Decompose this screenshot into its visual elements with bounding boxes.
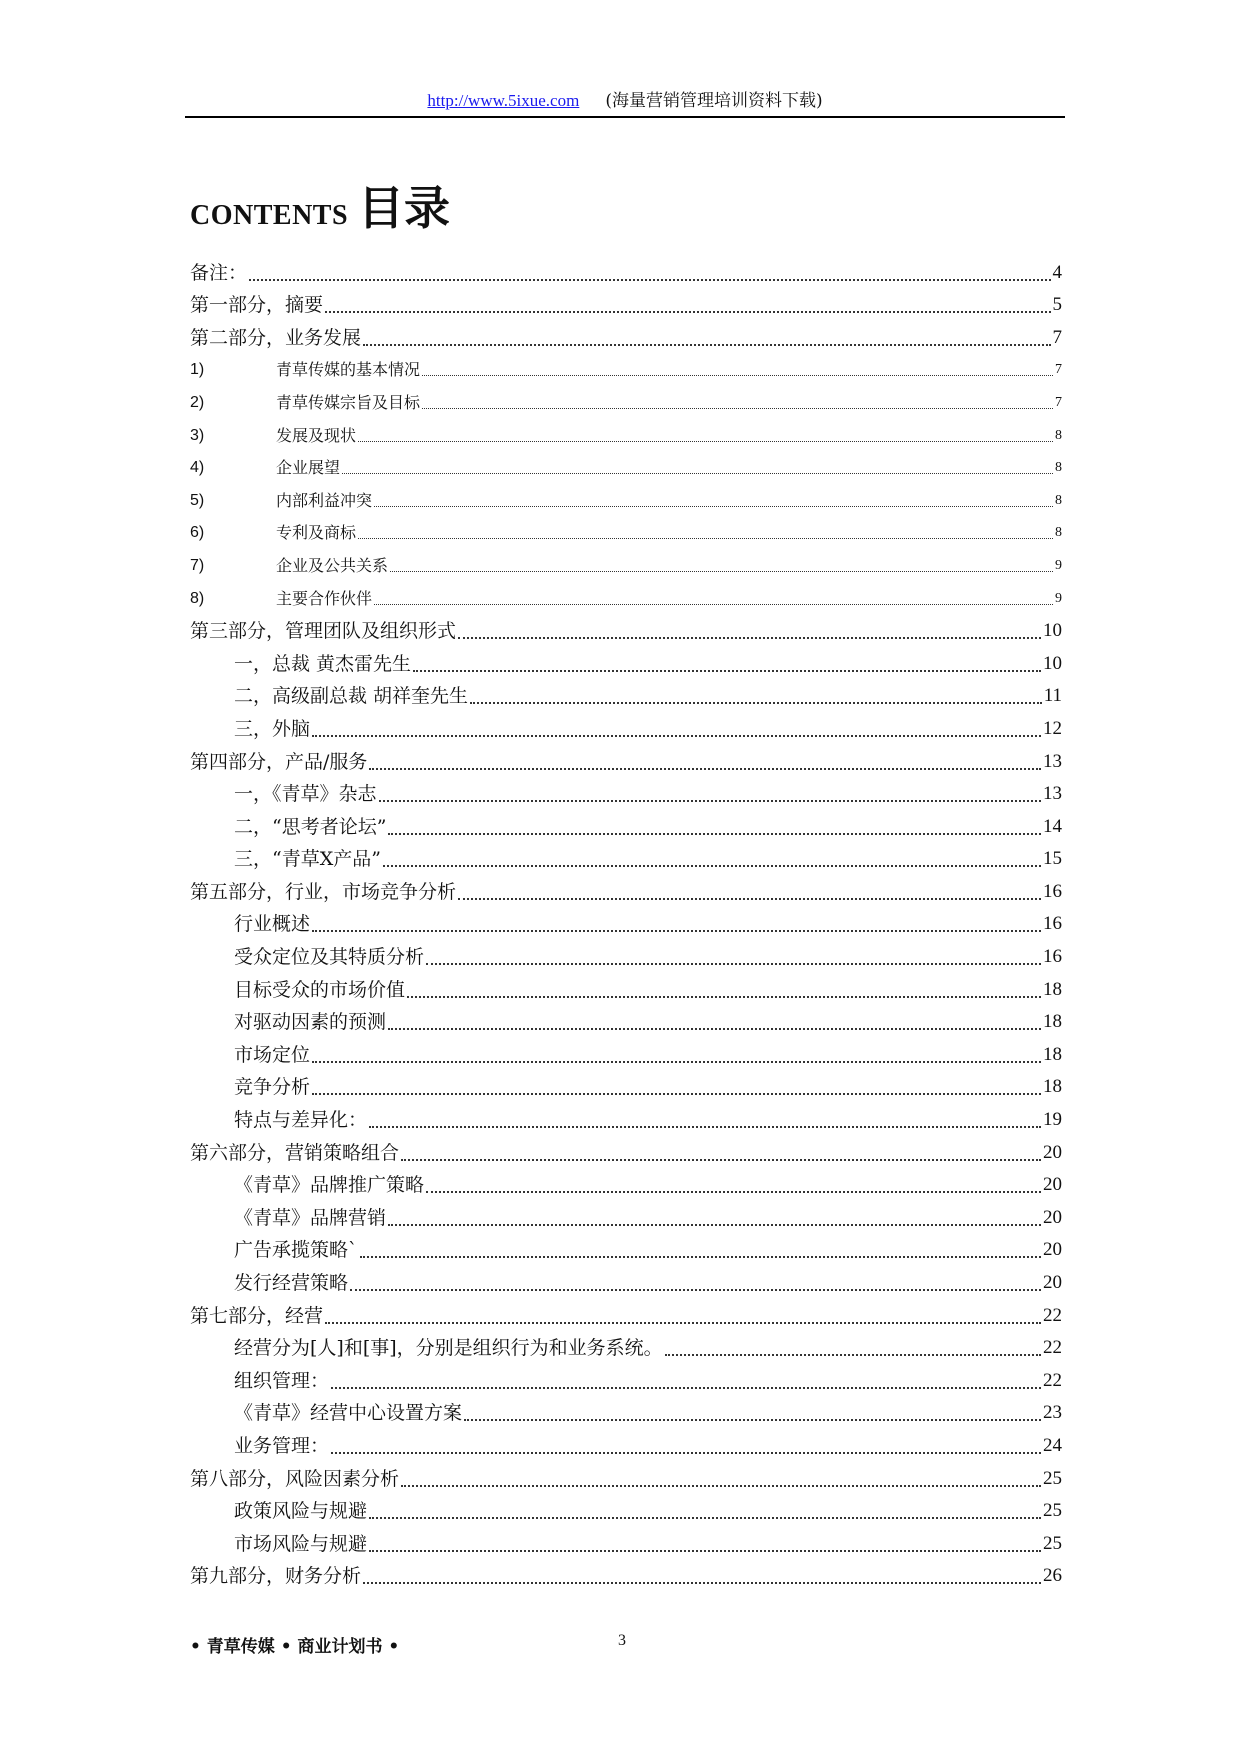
toc-entry-label: 第二部分，业务发展 bbox=[190, 326, 362, 349]
toc-dot-leader bbox=[325, 310, 1050, 313]
page-footer bbox=[190, 1632, 1060, 1662]
toc-dot-leader bbox=[350, 1288, 1041, 1291]
toc-dot-leader bbox=[401, 1158, 1041, 1161]
toc-entry[interactable] bbox=[190, 1002, 1062, 1035]
toc-entry-label: 《青草》品牌营销 bbox=[234, 1206, 387, 1229]
toc-entry-label: 市场风险与规避 bbox=[234, 1532, 368, 1555]
toc-entry-page: 16 bbox=[1043, 946, 1062, 968]
toc-entry[interactable] bbox=[190, 480, 1062, 513]
toc-entry[interactable] bbox=[190, 1393, 1062, 1426]
toc-entry-label: 二，“思考者论坛” bbox=[234, 815, 387, 838]
toc-dot-leader bbox=[331, 1451, 1041, 1454]
toc-dot-leader bbox=[413, 669, 1041, 672]
toc-dot-leader bbox=[369, 1516, 1041, 1519]
toc-entry-page: 22 bbox=[1043, 1369, 1062, 1391]
toc-dot-leader bbox=[464, 1418, 1041, 1421]
toc-entry-number: 3) bbox=[190, 426, 205, 444]
toc-entry-page: 13 bbox=[1043, 750, 1062, 772]
toc-entry-label: 一，总裁 黄杰雷先生 bbox=[234, 652, 412, 675]
toc-dot-leader bbox=[458, 636, 1041, 639]
toc-dot-leader bbox=[360, 1255, 1041, 1258]
toc-entry-label: 主要合作伙伴 bbox=[276, 588, 373, 608]
toc-entry-page: 8 bbox=[1055, 525, 1062, 541]
toc-entry-label: 行业概述 bbox=[234, 913, 311, 936]
toc-entry-label: 第九部分，财务分析 bbox=[190, 1565, 362, 1588]
toc-entry[interactable] bbox=[190, 1132, 1062, 1165]
toc-dot-leader bbox=[422, 407, 1053, 409]
toc-entry-page: 9 bbox=[1055, 590, 1062, 606]
toc-entry-page: 24 bbox=[1043, 1434, 1062, 1456]
toc-entry-label: 第四部分，产品/服务 bbox=[190, 750, 368, 773]
toc-dot-leader bbox=[379, 799, 1041, 802]
toc-entry-label: 第三部分，管理团队及组织形式 bbox=[190, 620, 457, 643]
toc-dot-leader bbox=[369, 767, 1041, 770]
toc-entry-page: 19 bbox=[1043, 1109, 1062, 1131]
toc-entry[interactable] bbox=[190, 1425, 1062, 1458]
toc-dot-leader bbox=[312, 929, 1041, 932]
toc-entry[interactable] bbox=[190, 839, 1062, 872]
toc-entry-label: 组织管理： bbox=[234, 1369, 330, 1392]
toc-dot-leader bbox=[312, 734, 1041, 737]
toc-entry[interactable] bbox=[190, 1328, 1062, 1361]
toc-dot-leader bbox=[369, 1549, 1041, 1552]
toc-dot-leader bbox=[665, 1353, 1041, 1356]
toc-entry-page: 5 bbox=[1052, 294, 1062, 316]
toc-dot-leader bbox=[388, 1027, 1041, 1030]
toc-entry[interactable] bbox=[190, 806, 1062, 839]
toc-entry-label: 二，高级副总裁 胡祥奎先生 bbox=[234, 685, 469, 708]
toc-entry-page: 7 bbox=[1055, 362, 1062, 378]
toc-entry-label: 竞争分析 bbox=[234, 1076, 311, 1099]
toc-entry-label: 目标受众的市场价值 bbox=[234, 978, 406, 1001]
toc-entry-page: 26 bbox=[1043, 1565, 1062, 1587]
toc-entry-label: 发行经营策略 bbox=[234, 1272, 349, 1294]
toc-entry-label: 对驱动因素的预测 bbox=[234, 1011, 387, 1034]
toc-entry-page: 7 bbox=[1052, 326, 1062, 348]
toc-entry-page: 20 bbox=[1043, 1206, 1062, 1228]
toc-entry-label: 企业展望 bbox=[276, 458, 341, 478]
toc-entry-label: 市场定位 bbox=[234, 1043, 311, 1066]
toc-entry-page: 18 bbox=[1043, 1011, 1062, 1033]
toc-entry-number: 7) bbox=[190, 556, 205, 574]
title-chinese: 目录 bbox=[358, 181, 451, 235]
toc-entry-number: 8) bbox=[190, 589, 205, 607]
toc-entry[interactable] bbox=[190, 1556, 1062, 1589]
toc-entry[interactable] bbox=[190, 1197, 1062, 1230]
toc-entry[interactable] bbox=[190, 1523, 1062, 1556]
toc-dot-leader bbox=[407, 995, 1041, 998]
toc-dot-leader bbox=[388, 832, 1041, 835]
toc-entry[interactable] bbox=[190, 350, 1062, 383]
toc-entry-page: 9 bbox=[1055, 557, 1062, 573]
toc-dot-leader bbox=[426, 962, 1041, 965]
toc-entry-page: 25 bbox=[1043, 1500, 1062, 1522]
toc-entry[interactable] bbox=[190, 1491, 1062, 1524]
toc-entry-page: 20 bbox=[1043, 1174, 1062, 1196]
toc-entry-label: 《青草》品牌推广策略 bbox=[234, 1174, 425, 1197]
toc-entry[interactable] bbox=[190, 448, 1062, 481]
toc-entry-label: 专利及商标 bbox=[276, 523, 357, 543]
toc-entry[interactable] bbox=[190, 936, 1062, 969]
toc-dot-leader bbox=[363, 343, 1050, 346]
toc-entry-label: 第七部分，经营 bbox=[190, 1304, 324, 1327]
toc-entry-page: 23 bbox=[1043, 1402, 1062, 1424]
header-note: (海量营销管理培训资料下载) bbox=[605, 91, 823, 111]
toc-entry-page: 20 bbox=[1043, 1239, 1062, 1261]
toc-entry-page: 18 bbox=[1043, 1076, 1062, 1098]
toc-entry[interactable] bbox=[190, 741, 1062, 774]
toc-entry[interactable] bbox=[190, 871, 1062, 904]
toc-entry-label: 第五部分，行业，市场竞争分析 bbox=[190, 880, 457, 903]
toc-entry[interactable] bbox=[190, 545, 1062, 578]
toc-dot-leader bbox=[369, 1125, 1041, 1128]
toc-dot-leader bbox=[325, 1321, 1041, 1324]
toc-entry-page: 20 bbox=[1043, 1272, 1062, 1293]
toc-entry-page: 10 bbox=[1043, 652, 1062, 674]
toc-entry[interactable] bbox=[190, 1295, 1062, 1328]
toc-entry[interactable] bbox=[190, 676, 1062, 709]
toc-entry[interactable] bbox=[190, 1165, 1062, 1198]
toc-entry-number: 6) bbox=[190, 524, 205, 542]
toc-dot-leader bbox=[390, 570, 1053, 572]
toc-entry-page: 4 bbox=[1052, 261, 1062, 283]
toc-entry-page: 22 bbox=[1043, 1337, 1062, 1359]
toc-entry-page: 13 bbox=[1043, 783, 1062, 805]
toc-entry-label: 发展及现状 bbox=[276, 425, 357, 445]
toc-entry-page: 16 bbox=[1043, 913, 1062, 935]
footer-title: • 青草传媒 • 商业计划书 • bbox=[190, 1637, 400, 1657]
page-header bbox=[185, 86, 1065, 118]
toc-entry-page: 18 bbox=[1043, 1043, 1062, 1065]
toc-entry-page: 12 bbox=[1043, 717, 1062, 739]
toc-dot-leader bbox=[342, 472, 1053, 474]
toc-entry-number: 5) bbox=[190, 491, 205, 509]
toc-entry-label: 第八部分，风险因素分析 bbox=[190, 1467, 400, 1490]
toc-dot-leader bbox=[249, 278, 1050, 281]
toc-dot-leader bbox=[426, 1190, 1041, 1193]
toc-entry-label: 《青草》经营中心设置方案 bbox=[234, 1402, 463, 1425]
toc-dot-leader bbox=[383, 864, 1041, 867]
toc-entry-page: 25 bbox=[1043, 1467, 1062, 1489]
toc-entry-number: 1) bbox=[190, 361, 205, 379]
title-english: CONTENTS bbox=[190, 200, 349, 231]
toc-entry-page: 25 bbox=[1043, 1532, 1062, 1554]
table-of-contents bbox=[190, 252, 1062, 1588]
toc-entry[interactable] bbox=[190, 1360, 1062, 1393]
toc-entry-page: 15 bbox=[1043, 848, 1062, 870]
toc-entry[interactable] bbox=[190, 774, 1062, 807]
toc-entry-page: 8 bbox=[1055, 492, 1062, 508]
toc-dot-leader bbox=[363, 1581, 1041, 1584]
toc-entry-label: 受众定位及其特质分析 bbox=[234, 946, 425, 969]
page-title bbox=[190, 172, 451, 235]
toc-entry-label: 广告承揽策略` bbox=[234, 1239, 358, 1262]
toc-entry[interactable] bbox=[190, 513, 1062, 546]
toc-entry-page: 7 bbox=[1055, 394, 1062, 410]
toc-entry-label: 内部利益冲突 bbox=[276, 490, 373, 510]
header-link[interactable]: http://www.5ixue.com bbox=[427, 91, 580, 110]
toc-entry-page: 18 bbox=[1043, 978, 1062, 1000]
toc-entry-label: 青草传媒的基本情况 bbox=[276, 360, 421, 380]
toc-entry-page: 11 bbox=[1043, 685, 1062, 707]
toc-entry-label: 三，外脑 bbox=[234, 717, 311, 740]
toc-entry-page: 10 bbox=[1043, 620, 1062, 642]
toc-entry[interactable] bbox=[190, 1034, 1062, 1067]
toc-entry-label: 特点与差异化： bbox=[234, 1109, 368, 1132]
toc-entry-page: 16 bbox=[1043, 880, 1062, 902]
toc-entry-page: 14 bbox=[1043, 815, 1062, 837]
toc-entry[interactable] bbox=[190, 611, 1062, 644]
toc-dot-leader bbox=[358, 440, 1053, 442]
toc-entry-label: 政策风险与规避 bbox=[234, 1500, 368, 1523]
toc-entry-label: 备注： bbox=[190, 261, 248, 284]
toc-entry[interactable] bbox=[190, 252, 1062, 285]
toc-dot-leader bbox=[312, 1060, 1041, 1063]
toc-entry-label: 第一部分，摘要 bbox=[190, 294, 324, 317]
toc-entry[interactable] bbox=[190, 285, 1062, 318]
toc-entry[interactable] bbox=[190, 1262, 1062, 1295]
toc-dot-leader bbox=[374, 603, 1053, 605]
toc-entry-label: 企业及公共关系 bbox=[276, 555, 389, 575]
toc-dot-leader bbox=[358, 537, 1053, 539]
toc-dot-leader bbox=[388, 1223, 1041, 1226]
toc-dot-leader bbox=[401, 1484, 1041, 1487]
toc-entry[interactable] bbox=[190, 415, 1062, 448]
toc-entry[interactable] bbox=[190, 969, 1062, 1002]
toc-dot-leader bbox=[422, 374, 1053, 376]
toc-entry-page: 8 bbox=[1055, 460, 1062, 476]
toc-entry-page: 20 bbox=[1043, 1141, 1062, 1163]
toc-entry-label: 业务管理： bbox=[234, 1434, 330, 1457]
toc-entry-label: 第六部分，营销策略组合 bbox=[190, 1141, 400, 1164]
toc-dot-leader bbox=[374, 505, 1053, 507]
toc-entry[interactable] bbox=[190, 382, 1062, 415]
toc-dot-leader bbox=[331, 1386, 1041, 1389]
toc-entry-number: 4) bbox=[190, 459, 205, 477]
toc-entry[interactable] bbox=[190, 1230, 1062, 1263]
toc-dot-leader bbox=[470, 701, 1042, 704]
toc-entry[interactable] bbox=[190, 708, 1062, 741]
toc-entry[interactable] bbox=[190, 1099, 1062, 1132]
toc-entry-label: 三，“青草X产品” bbox=[234, 848, 381, 871]
page-number: 3 bbox=[618, 1632, 626, 1649]
toc-entry-label: 一，《青草》杂志 bbox=[234, 783, 377, 806]
toc-entry-page: 8 bbox=[1055, 427, 1062, 443]
toc-entry[interactable] bbox=[190, 643, 1062, 676]
toc-entry[interactable] bbox=[190, 904, 1062, 937]
toc-dot-leader bbox=[312, 1092, 1041, 1095]
toc-entry-page: 22 bbox=[1043, 1304, 1062, 1326]
toc-entry[interactable] bbox=[190, 317, 1062, 350]
toc-entry[interactable] bbox=[190, 1458, 1062, 1491]
toc-entry-label: 青草传媒宗旨及目标 bbox=[276, 392, 421, 412]
toc-entry[interactable] bbox=[190, 578, 1062, 611]
toc-entry[interactable] bbox=[190, 1067, 1062, 1100]
toc-entry-number: 2) bbox=[190, 393, 205, 411]
toc-dot-leader bbox=[458, 897, 1041, 900]
toc-entry-label: 经营分为[人]和[事]，分别是组织行为和业务系统。 bbox=[234, 1337, 663, 1360]
